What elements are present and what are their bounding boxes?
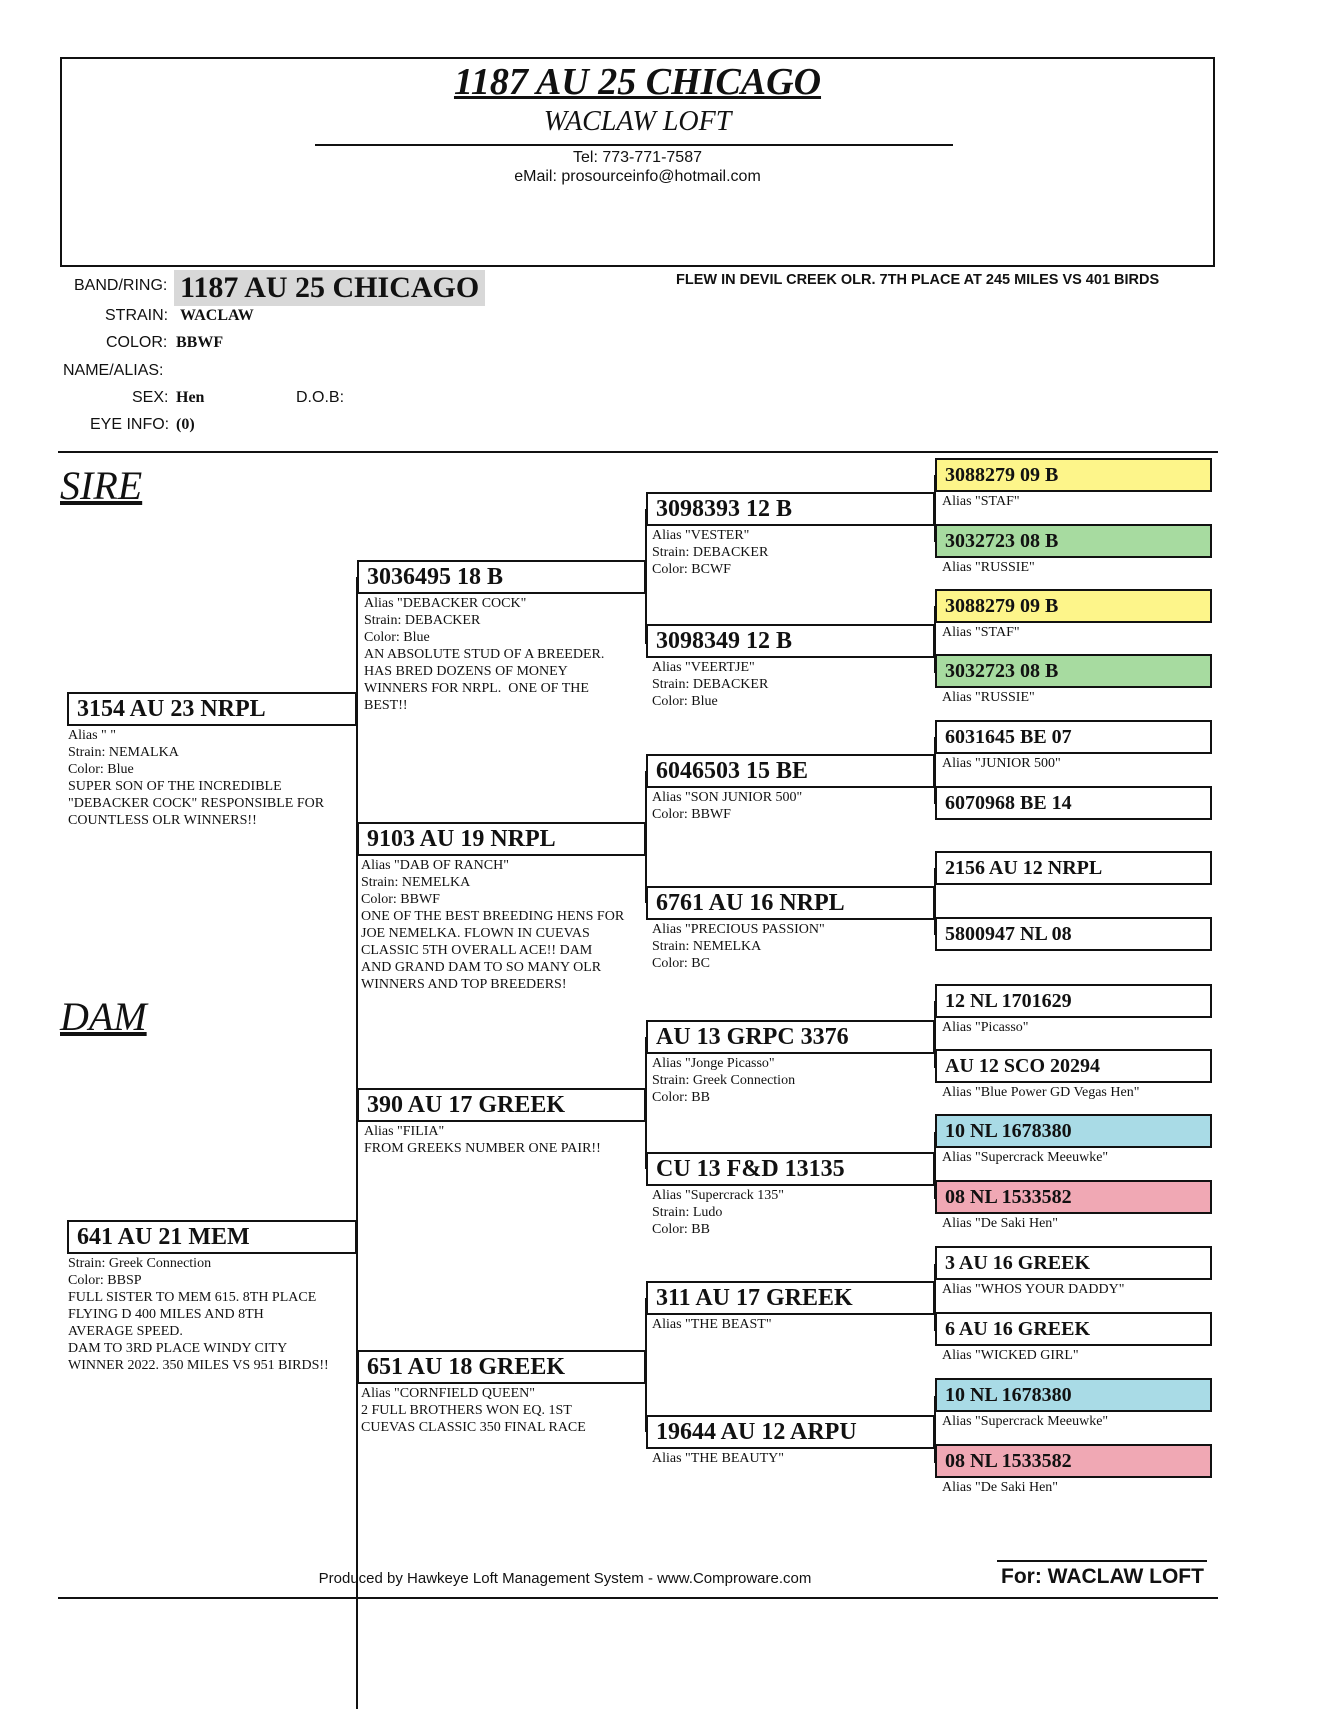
g4-band: 3032723 08 B [935,524,1212,558]
g4-alias: Alias "De Saki Hen" [942,1216,1059,1231]
dam-dam-info: Alias "CORNFIELD QUEEN" 2 FULL BROTHERS WON EQ. 1ST CUEVAS CLASSIC 350 FINAL RACE [361,1386,586,1435]
sire-sire-band: 3036495 18 B [357,560,646,594]
dss-info: Alias "Jonge Picasso" Strain: Greek Connection Color: BB [652,1056,796,1105]
sdd-band: 6761 AU 16 NRPL [646,886,935,920]
strain-label: STRAIN: [105,307,169,324]
color-label: COLOR: [106,334,168,351]
for-box [997,1560,1207,1589]
page-title: 1187 AU 25 CHICAGO [453,61,822,103]
g4-band: 5800947 NL 08 [935,917,1212,951]
sss-info: Alias "VESTER" Strain: DEBACKER Color: BCWF [652,528,769,577]
dam-dam-band: 651 AU 18 GREEK [357,1350,646,1384]
g4-alias: Alias "Supercrack Meeuwke" [942,1414,1109,1429]
band-label: BAND/RING: [74,277,168,294]
dss-band: AU 13 GRPC 3376 [646,1020,935,1054]
ds-connector [645,1037,647,1169]
sdd-info: Alias "PRECIOUS PASSION" Strain: NEMELKA Color: BC [652,922,825,971]
g4-alias: Alias "STAF" [942,625,1020,640]
section-divider [58,451,1218,453]
g4-alias: Alias "RUSSIE" [942,690,1035,705]
g4-band: 08 NL 1533582 [935,1444,1212,1478]
dam-heading: DAM [60,994,147,1039]
dob-label: D.O.B: [296,389,345,406]
color-value: BBWF [176,334,224,351]
g4-band: AU 12 SCO 20294 [935,1049,1212,1083]
sds-info: Alias "SON JUNIOR 500" Color: BBWF [652,790,803,822]
race-note: FLEW IN DEVIL CREEK OLR. 7TH PLACE AT 245 MILES VS 401 BIRDS [676,272,1160,288]
sire-heading: SIRE [60,463,143,508]
g4-alias: Alias "RUSSIE" [942,560,1035,575]
sire-sire-info: Alias "DEBACKER COCK" Strain: DEBACKER Color: Blue AN ABSOLUTE STUD OF A BREEDER. HAS BRED DOZENS OF MONEY WINNERS FOR NRPL. ONE OF THE BEST!! [364,596,605,713]
sire-connector [356,577,358,1177]
g4-band: 3088279 09 B [935,589,1212,623]
g4-alias: Alias "JUNIOR 500" [942,756,1061,771]
g4-alias: Alias "Picasso" [942,1020,1029,1035]
dam-connector [356,1105,358,1709]
dam-band: 641 AU 21 MEM [67,1220,357,1254]
dam-info: Strain: Greek Connection Color: BBSP FULL SISTER TO MEM 615. 8TH PLACE FLYING D 400 MILES AND 8TH AVERAGE SPEED. DAM TO 3RD PLACE WINDY CITY WINNER 2022. 350 MILES VS 951 BIRDS!! [68,1256,329,1373]
g4-band: 12 NL 1701629 [935,984,1212,1018]
sex-label: SEX: [132,389,169,406]
g4-alias: Alias "STAF" [942,494,1020,509]
dd-connector [645,1298,647,1432]
g4-band: 3088279 09 B [935,458,1212,492]
sss-band: 3098393 12 B [646,492,935,526]
ddd-band: 19644 AU 12 ARPU [646,1415,935,1449]
produced-by: Produced by Hawkeye Loft Management System - www.Comproware.com [318,1570,812,1587]
g4-band: 3 AU 16 GREEK [935,1246,1212,1280]
for-loft: For: WACLAW LOFT [1001,1565,1204,1588]
dds-band: 311 AU 17 GREEK [646,1281,935,1315]
g4-alias: Alias "WHOS YOUR DADDY" [942,1282,1125,1297]
eye-info-label: EYE INFO: [90,416,170,433]
g4-band: 6031645 BE 07 [935,720,1212,754]
dam-sire-band: 390 AU 17 GREEK [357,1088,646,1122]
g4-band: 10 NL 1678380 [935,1114,1212,1148]
g4-band: 2156 AU 12 NRPL [935,851,1212,885]
ssd-info: Alias "VEERTJE" Strain: DEBACKER Color: Blue [652,660,769,709]
g4-band: 6070968 BE 14 [935,786,1212,820]
ssd-band: 3098349 12 B [646,624,935,658]
strain-value: WACLAW [180,307,254,324]
contact-info [0,148,1275,186]
g4-band: 10 NL 1678380 [935,1378,1212,1412]
band-value: 1187 AU 25 CHICAGO [174,270,485,306]
g4-band: 3032723 08 B [935,654,1212,688]
dsd-info: Alias "Supercrack 135" Strain: Ludo Color: BB [652,1188,784,1237]
header-rule [315,144,953,146]
sire-band: 3154 AU 23 NRPL [67,692,357,726]
g4-alias: Alias "Blue Power GD Vegas Hen" [942,1085,1140,1100]
eye-info-value: (0) [176,416,195,433]
g4-alias: Alias "WICKED GIRL" [942,1348,1079,1363]
sire-info: Alias " " Strain: NEMALKA Color: Blue SUPER SON OF THE INCREDIBLE "DEBACKER COCK" RESPONSIBLE FOR COUNTLESS OLR WINNERS!! [68,728,325,828]
g4-alias: Alias "De Saki Hen" [942,1480,1059,1495]
footer-rule [58,1597,1218,1599]
sd-connector [645,771,647,903]
dsd-band: CU 13 F&D 13135 [646,1152,935,1186]
sire-dam-info: Alias "DAB OF RANCH" Strain: NEMELKA Color: BBWF ONE OF THE BEST BREEDING HENS FOR JOE NEMELKA. FLOWN IN CUEVAS CLASSIC 5TH OVERALL ACE!! DAM AND GRAND DAM TO SO MANY OLR WINNERS AND TOP BREEDERS! [361,858,625,992]
name-alias-label: NAME/ALIAS: [63,362,164,379]
dam-sire-info: Alias "FILIA" FROM GREEKS NUMBER ONE PAIR!! [364,1124,601,1156]
g4-band: 08 NL 1533582 [935,1180,1212,1214]
g4-band: 6 AU 16 GREEK [935,1312,1212,1346]
dds-info: Alias "THE BEAST" [652,1317,772,1332]
sire-dam-band: 9103 AU 19 NRPL [357,822,646,856]
loft-name: WACLAW LOFT [543,106,732,137]
ddd-info: Alias "THE BEAUTY" [652,1451,784,1466]
sds-band: 6046503 15 BE [646,754,935,788]
g4-alias: Alias "Supercrack Meeuwke" [942,1150,1109,1165]
email: eMail: prosourceinfo@hotmail.com [514,168,761,185]
sex-value: Hen [176,389,205,406]
telephone: Tel: 773-771-7587 [573,149,702,166]
